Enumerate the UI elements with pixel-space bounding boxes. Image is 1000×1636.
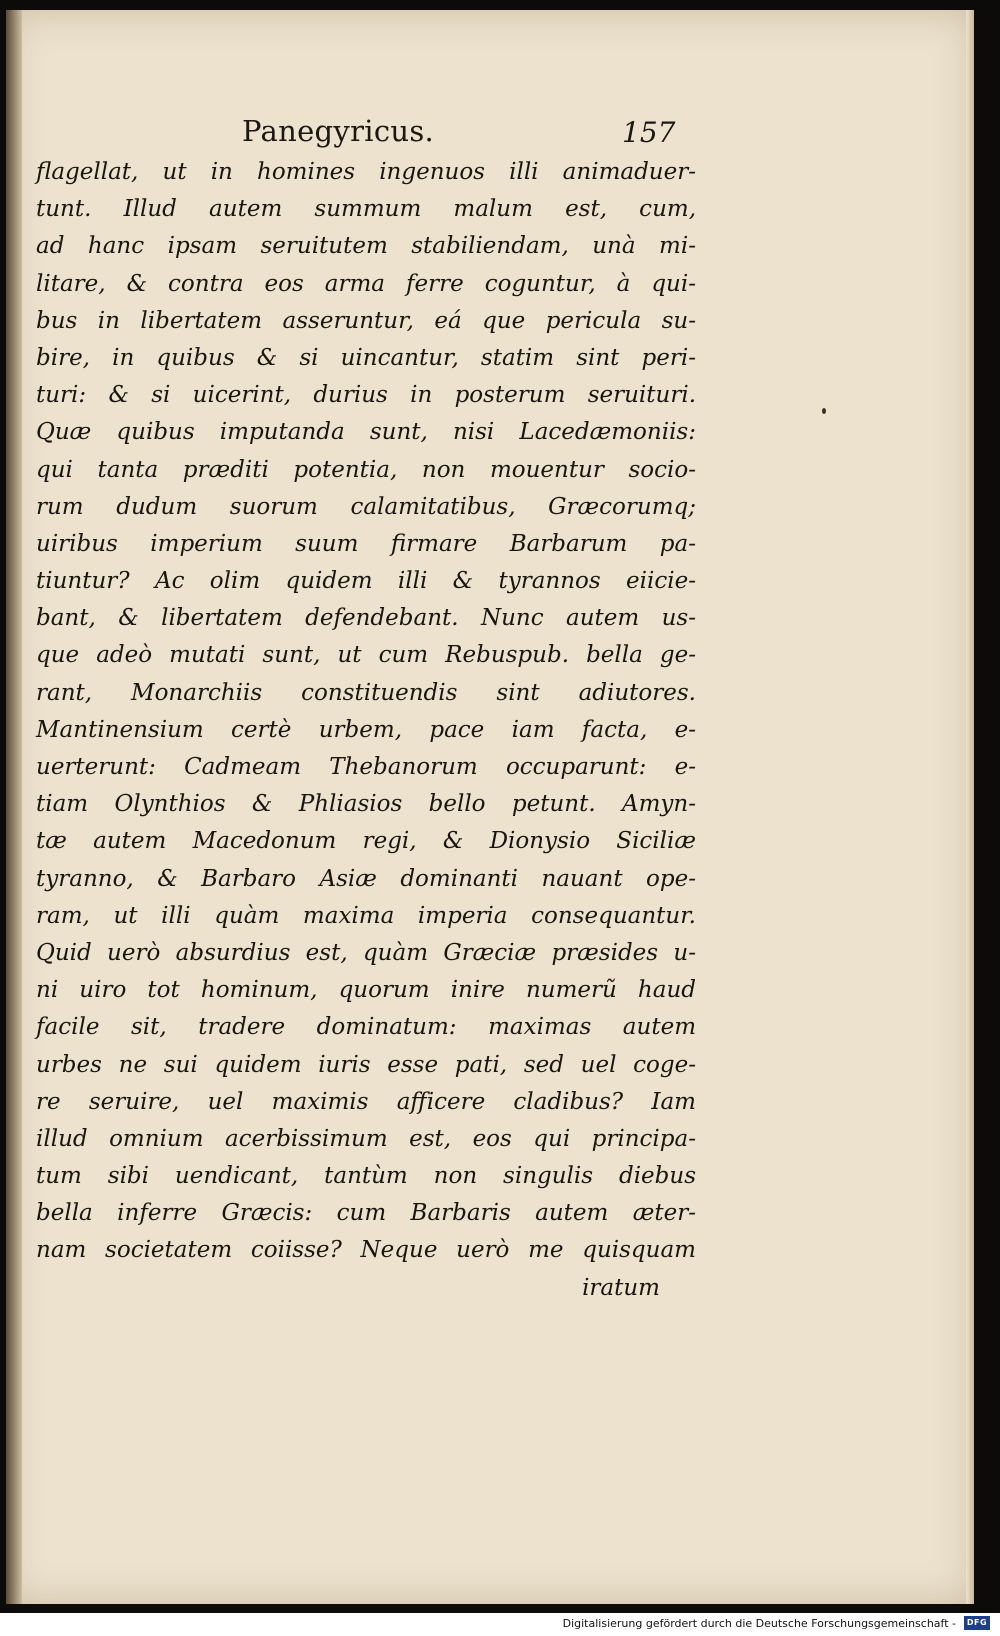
- text-line: qui tanta præditi potentia, non mouentur socio-: [36, 456, 696, 483]
- text-line: Quid uerò absurdius est, quàm Græciæ præsides u-: [36, 939, 696, 966]
- text-line: bella inferre Græcis: cum Barbaris autem æter-: [36, 1200, 696, 1227]
- text-line: illud omnium acerbissimum est, eos qui principa-: [36, 1125, 696, 1152]
- book-page: [6, 10, 974, 1604]
- text-line: Mantinensium certè urbem, pace iam facta, e-: [36, 716, 696, 743]
- footer-bar: [0, 1613, 1000, 1636]
- dfg-logo: DFG: [964, 1616, 990, 1630]
- text-line: tyranno, & Barbaro Asiæ dominanti nauant ope-: [36, 865, 696, 892]
- text-line: turi: & si uicerint, durius in posterum seruituri.: [36, 382, 696, 409]
- text-line: ad hanc ipsam seruitutem stabiliendam, unà mi-: [36, 233, 696, 260]
- text-line: tæ autem Macedonum regi, & Dionysio Siciliæ: [36, 828, 696, 855]
- body-text: [36, 154, 696, 1307]
- text-line: ni uiro tot hominum, quorum inire numerũ haud: [36, 977, 696, 1004]
- page-number: 157: [622, 116, 676, 149]
- text-line: bant, & libertatem defendebant. Nunc autem us-: [36, 605, 696, 632]
- text-line: litare, & contra eos arma ferre coguntur, à qui-: [36, 270, 696, 297]
- text-line: tunt. Illud autem summum malum est, cum,: [36, 196, 696, 223]
- text-line: tiuntur? Ac olim quidem illi & tyrannos eiicie-: [36, 568, 696, 595]
- text-line: urbes ne sui quidem iuris esse pati, sed uel coge-: [36, 1051, 696, 1078]
- catchword: iratum: [582, 1274, 660, 1301]
- page-fore-edge: [966, 10, 974, 1604]
- text-line: flagellat, ut in homines ingenuos illi animaduer-: [36, 159, 696, 185]
- funding-credit: Digitalisierung gefördert durch die Deutsche Forschungsgemeinschaft -: [562, 1617, 956, 1630]
- text-line: bire, in quibus & si uincantur, statim sint peri-: [36, 344, 696, 371]
- ink-speck: [822, 408, 826, 414]
- text-line: uiribus imperium suum firmare Barbarum pa-: [36, 530, 696, 557]
- text-line: Quæ quibus imputanda sunt, nisi Lacedæmoniis:: [36, 419, 696, 446]
- text-line: re seruire, uel maximis afficere cladibus? Iam: [36, 1088, 696, 1115]
- text-line: bus in libertatem asseruntur, eá que pericula su-: [36, 307, 696, 334]
- text-line: tum sibi uendicant, tantùm non singulis diebus: [36, 1163, 696, 1190]
- text-line: uerterunt: Cadmeam Thebanorum occuparunt: e-: [36, 754, 696, 780]
- text-line: tiam Olynthios & Phliasios bello petunt. Amyn-: [36, 791, 696, 818]
- text-line: nam societatem coiisse? Neque uerò me quisquam: [36, 1237, 696, 1264]
- text-line: rant, Monarchiis constituendis sint adiutores.: [36, 679, 696, 706]
- text-line: ram, ut illi quàm maxima imperia consequantur.: [36, 902, 696, 929]
- page-gutter-shadow: [6, 10, 22, 1604]
- text-line: facile sit, tradere dominatum: maximas autem: [36, 1014, 696, 1041]
- running-title: Panegyricus.: [242, 114, 435, 148]
- running-head: [34, 114, 694, 154]
- text-line: rum dudum suorum calamitatibus, Græcorumq;: [36, 493, 696, 520]
- text-line: que adeò mutati sunt, ut cum Rebuspub. bella ge-: [36, 642, 696, 669]
